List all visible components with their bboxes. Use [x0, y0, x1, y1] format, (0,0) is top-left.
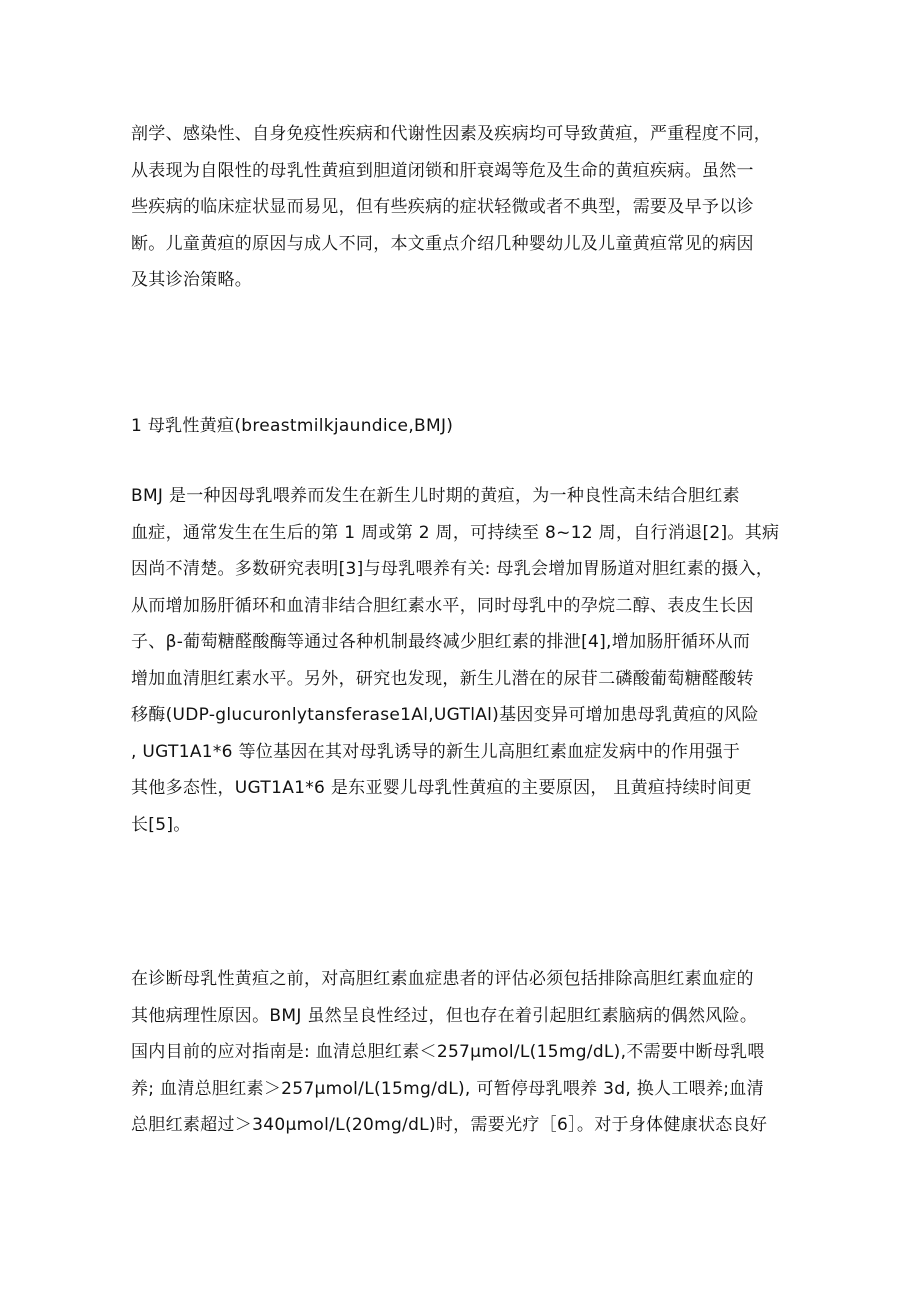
text-line: 移酶(UDP-glucuronlytansferase1Al,UGTlAl)基因变异可增加患母乳黄疸的风险: [131, 705, 759, 725]
text-line: 些疾病的临床症状显而易见，但有些疾病的症状轻微或者不典型，需要及早予以诊: [131, 197, 754, 217]
text-line: 养; 血清总胆红素＞257μmol/L(15mg/dL), 可暂停母乳喂养 3d, 换人工喂养;血清: [131, 1078, 764, 1099]
section-heading: 1 母乳性黄疸(breastmilkjaundice,BMJ): [131, 416, 454, 436]
text-line: 增加血清胆红素水平。另外，研究也发现，新生儿潜在的尿苷二磷酸葡萄糖醛酸转: [131, 668, 754, 689]
text-line: 国内目前的应对指南是: 血清总胆红素＜257μmol/L(15mg/dL),不需要中断母乳喂: [131, 1042, 765, 1062]
text-line: 其他病理性原因。BMJ 虽然呈良性经过，但也存在着引起胆红素脑病的偶然风险。: [131, 1005, 758, 1026]
text-line: 剖学、感染性、自身免疫性疾病和代谢性因素及疾病均可导致黄疸，严重程度不同，: [131, 124, 772, 144]
text-line: 从表现为自限性的母乳性黄疸到胆道闭锁和肝衰竭等危及生命的黄疸疾病。虽然一: [131, 160, 754, 181]
text-line: 断。儿童黄疸的原因与成人不同，本文重点介绍几种婴幼儿及儿童黄疸常见的病因: [131, 233, 754, 254]
bmj-paragraph-2: [131, 961, 811, 1144]
text-line: 因尚不清楚。多数研究表明[3]与母乳喂养有关: 母乳会增加胃肠道对胆红素的摄入，: [131, 559, 774, 579]
text-line: 总胆红素超过＞340μmol/L(20mg/dL)时，需要光疗［6］。对于身体健康状态良好: [131, 1115, 768, 1135]
text-line: 在诊断母乳性黄疸之前，对高胆红素血症患者的评估必须包括排除高胆红素血症的: [131, 969, 754, 989]
text-line: 血症，通常发生在生后的第 1 周或第 2 周，可持续至 8~12 周，自行消退[2]。其病: [131, 522, 780, 543]
text-line: 长[5]。: [131, 814, 191, 835]
text-line: , UGT1A1*6 等位基因在其对母乳诱导的新生儿高胆红素血症发病中的作用强于: [131, 741, 741, 762]
intro-paragraph: [131, 116, 811, 299]
text-line: BMJ 是一种因母乳喂养而发生在新生儿时期的黄疸，为一种良性高未结合胆红素: [131, 486, 740, 506]
text-line: 子、β-葡萄糖醛酸酶等通过各种机制最终减少胆红素的排泄[4],增加肠肝循环从而: [131, 632, 751, 652]
text-line: 从而增加肠肝循环和血清非结合胆红素水平，同时母乳中的孕烷二醇、表皮生长因: [131, 595, 754, 616]
text-line: 及其诊治策略。: [131, 270, 253, 290]
text-line: 其他多态性，UGT1A1*6 是东亚婴儿母乳性黄疸的主要原因， 且黄疸持续时间更: [131, 778, 752, 798]
bmj-paragraph-1: [131, 478, 811, 843]
